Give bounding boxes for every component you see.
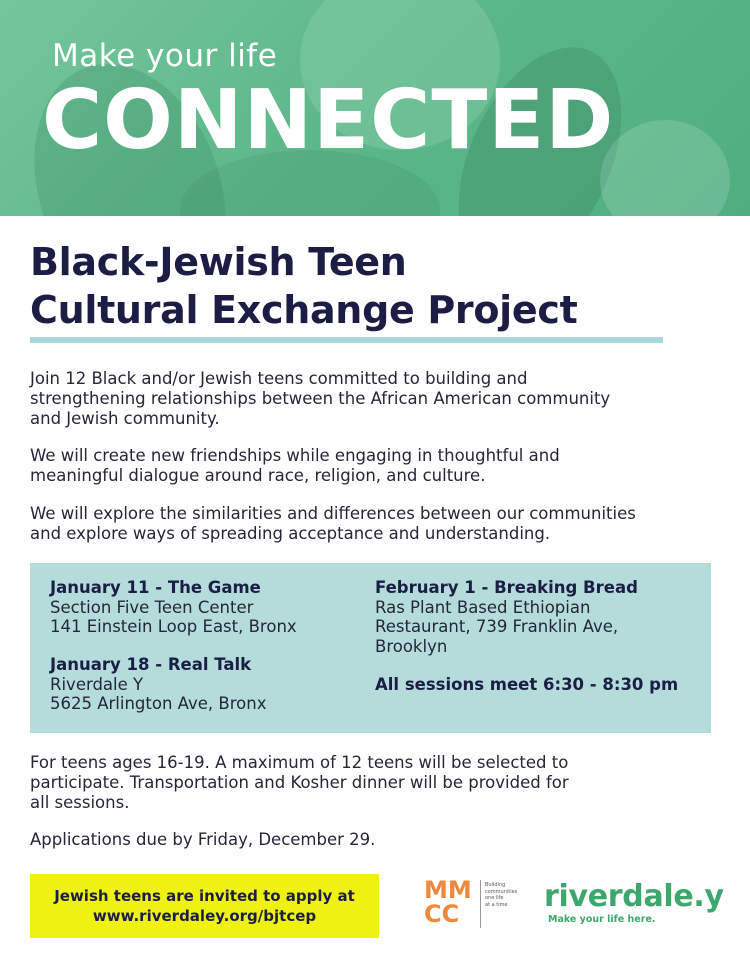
session-address: 141 Einstein Loop East, Bronx (50, 617, 297, 636)
session-heading: January 18 - Real Talk (50, 655, 252, 674)
session-location: Section Five Teen Center (50, 597, 254, 617)
mmcc-divider (480, 880, 481, 928)
mmcc-logo-letters (424, 878, 472, 926)
riverdale-tagline: Make your life here. (548, 914, 656, 925)
text-line: We will explore the similarities and differences between our communities (30, 504, 636, 523)
tagline-line: Building (485, 882, 506, 888)
mmcc-row: CC (424, 900, 460, 928)
hero-banner (0, 0, 750, 216)
text-line: For teens ages 16-19. A maximum of 12 teens will be selected to (30, 753, 569, 772)
sessions-time-note: All sessions meet 6:30 - 8:30 pm (375, 675, 679, 694)
friendships-paragraph (30, 446, 690, 486)
text-line: participate. Transportation and Kosher dinner will be provided for (30, 773, 569, 792)
page-title (30, 238, 710, 334)
apply-text: Jewish teens are invited to apply at (54, 887, 355, 905)
tagline-line: at a time (485, 901, 508, 908)
explore-paragraph (30, 504, 690, 544)
tagline-line: communities (485, 888, 518, 895)
session-address: Restaurant, 739 Franklin Ave, (375, 617, 619, 636)
intro-paragraph (30, 369, 690, 429)
deadline-text: Applications due by Friday, December 29. (30, 830, 376, 849)
riverdale-y-logo (544, 879, 724, 925)
session-heading: February 1 - Breaking Bread (375, 578, 638, 597)
apply-banner[interactable] (30, 874, 379, 938)
session-address: Brooklyn (375, 636, 448, 656)
sessions-box (30, 563, 711, 733)
title-line: Black-Jewish Teen (30, 240, 407, 284)
mmcc-tagline (485, 882, 525, 908)
session-january-11 (50, 578, 297, 637)
text-line: We will create new friendships while engaging in thoughtful and (30, 446, 560, 465)
title-underline (30, 337, 663, 343)
session-location: Riverdale Y (50, 674, 144, 694)
text-line: meaningful dialogue around race, religion, and culture. (30, 466, 486, 485)
session-address: 5625 Arlington Ave, Bronx (50, 694, 267, 713)
session-january-18 (50, 655, 266, 714)
text-line: and explore ways of spreading acceptance and understanding. (30, 524, 551, 543)
eligibility-paragraph (30, 753, 690, 813)
text-line: all sessions. (30, 793, 130, 812)
apply-url-link[interactable]: www.riverdaley.org/bjtcep (92, 907, 317, 925)
session-heading: January 11 - The Game (50, 578, 261, 597)
tagline-line: one life (485, 895, 504, 901)
hero-headline: CONNECTED (42, 73, 615, 168)
title-line: Cultural Exchange Project (30, 288, 578, 332)
riverdale-wordmark: riverdale.y (544, 879, 724, 914)
session-location: Ras Plant Based Ethiopian (375, 597, 591, 617)
text-line: strengthening relationships between the African American community (30, 389, 611, 408)
mmcc-logo (424, 878, 524, 932)
text-line: and Jewish community. (30, 409, 220, 428)
hero-subtitle: Make your life (52, 38, 278, 74)
session-february-1 (375, 578, 638, 656)
mmcc-row: MM (424, 876, 472, 904)
text-line: Join 12 Black and/or Jewish teens committed to building and (30, 369, 528, 388)
